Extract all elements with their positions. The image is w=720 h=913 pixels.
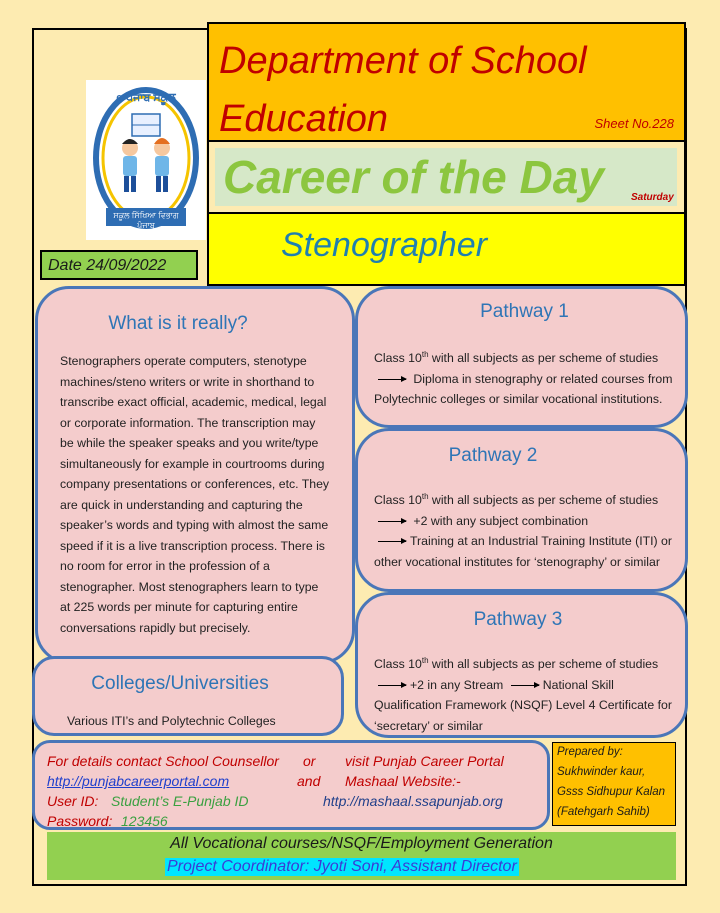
prepared-label: Prepared by: [557,746,623,758]
mashaal-link[interactable]: http://mashaal.ssapunjab.org [323,793,503,809]
what-is-it-body: Stenographers operate computers, stenotype machines/steno writers or write in shorthand to transcribe exact official, academic, medical, legal or corporate information. The transcription may be while the speaker speaks and you write/type simultaneously for example in courtrooms during company presentations or conferences, etc. They are quick in understanding and capturing the speaker’s words and typing with almost the same speed if it is a live transcription process. There is no room for error in the profession of a stenographer. Most stenographers learn to type at 225 words per minute for capturing entire conversations rapidly but precisely. [60,354,330,635]
department-line-2: Education [219,98,389,140]
pathway-2-class: Class 10 [374,493,422,508]
pathway-3-class: Class 10 [374,657,422,672]
pathway-1-class: Class 10 [374,351,422,366]
colleges-body: Various ITI’s and Polytechnic Colleges [67,714,276,728]
pathway-1-sup: th [421,350,429,359]
pathway-2-sup: th [421,492,429,501]
what-is-it-title: What is it really? [108,313,248,334]
e-punjab-school-logo [86,80,206,240]
colleges-box [32,656,344,736]
what-is-it-box [35,286,355,664]
logo-top-text: e-ਪੰਜਾਬ ਸਕੂਲ [116,92,176,104]
contact-portal-label: visit Punjab Career Portal [345,753,504,769]
pathway-3-text-3: National Skill Qualification Framework (NSQF) Level 4 Certificate for ‘secretary’ or similar [374,677,672,733]
contact-box [32,740,550,830]
arrow-icon [511,685,539,686]
contact-counsellor: For details contact School Counsellor [47,753,279,769]
prepared-school: Gsss Sidhupur Kalan [557,786,666,798]
career-of-the-day-banner [207,142,686,212]
contact-or: or [303,753,316,769]
arrow-icon [378,379,406,380]
pathway-3-text-1: with all subjects as per scheme of studies [428,657,659,672]
pathway-1-title: Pathway 1 [480,301,569,322]
career-name: Stenographer [281,226,488,264]
date-text: Date 24/09/2022 [48,257,167,274]
password-value: 123456 [121,813,168,829]
pathway-1-box [355,286,688,428]
department-line-1: Department of School [219,40,587,82]
prepared-name: Sukhwinder kaur, [557,766,646,778]
pathway-3-box [355,592,688,738]
pathway-1-text-2: Diploma in stenography or related courses from Polytechnic colleges or similar vocational institutions. [374,371,673,407]
pathway-1-body [374,345,679,410]
career-of-the-day-title: Career of the Day [223,151,604,203]
department-title [219,32,587,148]
footer-coordinator: Project Coordinator: Jyoti Soni, Assistant Director [167,858,517,875]
day-label: Saturday [631,192,674,203]
career-name-banner [207,212,686,286]
mashaal-label: Mashaal Website:- [345,773,461,789]
pathway-2-box [355,428,688,592]
pathway-2-title: Pathway 2 [448,445,538,466]
contact-and: and [297,773,321,789]
department-header [207,22,686,142]
pathway-2-text-3: Training at an Industrial Training Institute (ITI) or other vocational institutes for ‘stenography’ or similar [374,534,672,569]
arrow-icon [378,541,406,542]
prepared-by-box [552,742,676,826]
date-box [40,250,198,280]
footer-banner [47,832,676,880]
userid-value: Student’s E-Punjab ID [111,793,249,809]
pathway-3-text-2: +2 in any Stream [410,677,504,692]
pathway-3-body [374,651,679,736]
logo-bottom-text: ਸਕੂਲ ਸਿੱਖਿਆ ਵਿਭਾਗ ਪੰਜਾਬ [113,211,179,230]
password-label: Password: [47,813,113,829]
pathway-2-body [374,487,674,572]
sheet-number: Sheet No.228 [594,116,674,131]
prepared-district: (Fatehgarh Sahib) [557,806,650,818]
userid-label: User ID: [47,793,99,809]
arrow-icon [378,521,406,522]
colleges-title: Colleges/Universities [91,673,269,694]
pathway-3-title: Pathway 3 [473,609,563,630]
pathway-2-text-2: +2 with any subject combination [413,513,589,528]
pathway-3-sup: th [421,656,429,665]
career-banner-inner [215,148,677,206]
portal-link[interactable]: http://punjabcareerportal.com [47,773,230,789]
arrow-icon [378,685,406,686]
pathway-2-text-1: with all subjects as per scheme of studies [428,493,659,508]
footer-line-1: All Vocational courses/NSQF/Employment Generation [170,835,553,852]
pathway-1-text-1: with all subjects as per scheme of studies [428,351,659,366]
